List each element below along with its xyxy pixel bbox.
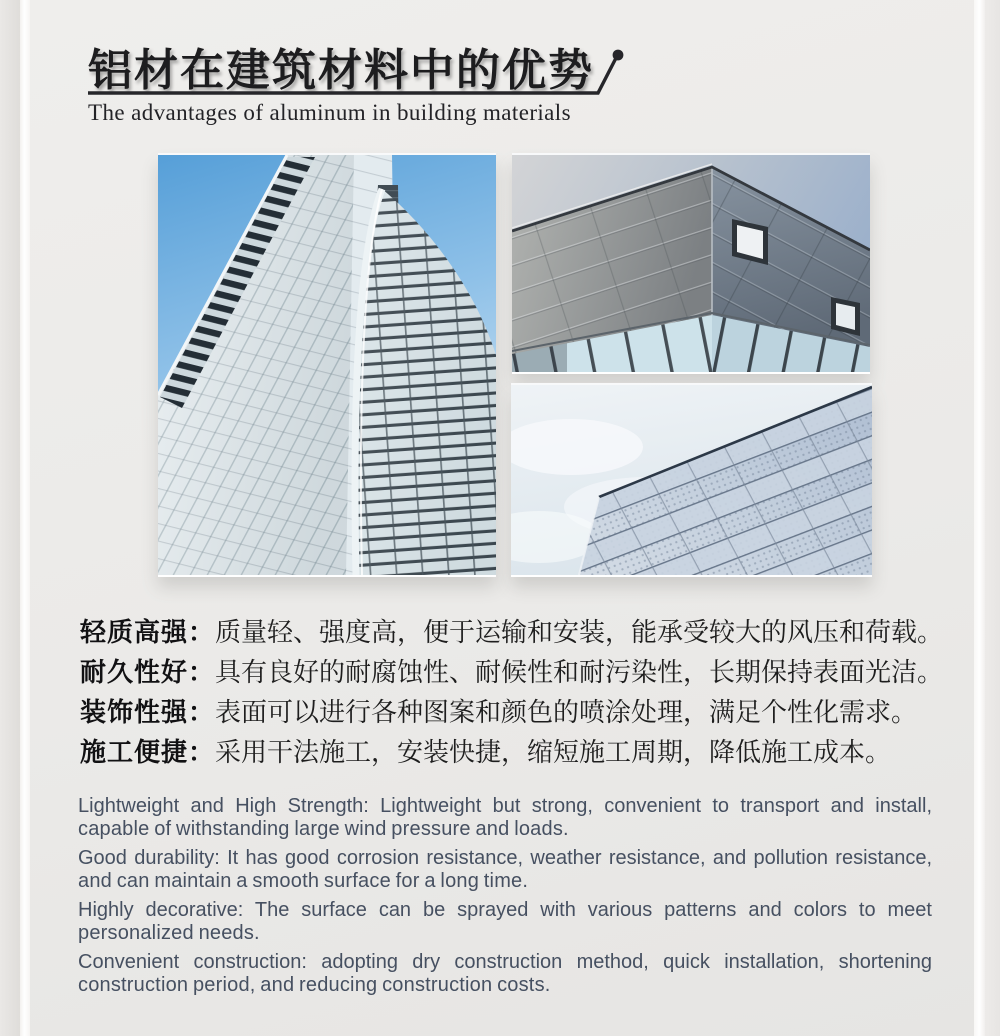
feature-en-lightweight	[78, 795, 932, 840]
feature-en-construction	[78, 951, 932, 996]
feature-en-line: Highly decorative: The surface can be sprayed with various patterns and colors to meet	[78, 899, 932, 921]
decoration-dot	[613, 50, 624, 61]
board-edge-highlight-left	[20, 0, 30, 1036]
feature-cn-decorative	[80, 692, 950, 732]
feature-list-chinese	[80, 612, 950, 772]
feature-cn-text: 采用干法施工，安装快捷，缩短施工周期，降低施工成本。	[215, 737, 892, 767]
feature-cn-label: 轻质高强：	[80, 617, 216, 647]
skyscrapers-illustration	[158, 155, 496, 575]
feature-cn-text: 表面可以进行各种图案和颜色的喷涂处理，满足个性化需求。	[215, 697, 918, 727]
display-board	[30, 0, 974, 1036]
page-subtitle: The advantages of aluminum in building materials	[88, 100, 571, 125]
feature-cn-text: 质量轻、强度高，便于运输和安装，能承受较大的风压和荷载。	[215, 617, 944, 647]
title-underline-decoration	[80, 45, 640, 107]
feature-en-line: personalized needs.	[78, 921, 260, 944]
feature-en-line: Lightweight and High Strength: Lightweight but strong, convenient to transport and install,	[78, 795, 932, 817]
feature-cn-label: 施工便捷：	[80, 737, 216, 767]
feature-cn-durability	[80, 652, 950, 692]
wall-backdrop-left	[0, 0, 20, 1036]
photo-facade-corner	[512, 153, 870, 372]
feature-en-line: construction period, and reducing construction costs.	[78, 973, 551, 996]
feature-en-line: Convenient construction: adopting dry construction method, quick installation, shortening	[78, 951, 932, 973]
feature-list-english	[78, 795, 932, 1003]
feature-cn-construction	[80, 732, 950, 772]
feature-en-line: Good durability: It has good corrosion resistance, weather resistance, and pollution resistance,	[78, 847, 932, 869]
feature-cn-lightweight	[80, 612, 950, 652]
feature-en-decorative	[78, 899, 932, 944]
photo-perforated-facade	[511, 383, 872, 575]
facade-corner-illustration	[512, 155, 870, 372]
feature-en-line: and can maintain a smooth surface for a long time.	[78, 869, 529, 892]
wall-backdrop-right	[985, 0, 1000, 1036]
feature-en-durability	[78, 847, 932, 892]
perforated-facade-illustration	[511, 385, 872, 575]
feature-en-line: capable of withstanding large wind pressure and loads.	[78, 817, 569, 840]
feature-cn-label: 耐久性好：	[80, 657, 216, 687]
feature-cn-label: 装饰性强：	[80, 697, 216, 727]
page-title: 铝材在建筑材料中的优势	[88, 46, 594, 95]
photo-skyscrapers	[158, 153, 496, 575]
board-edge-highlight-right	[974, 0, 985, 1036]
feature-cn-text: 具有良好的耐腐蚀性、耐候性和耐污染性，长期保持表面光洁。	[215, 657, 944, 687]
